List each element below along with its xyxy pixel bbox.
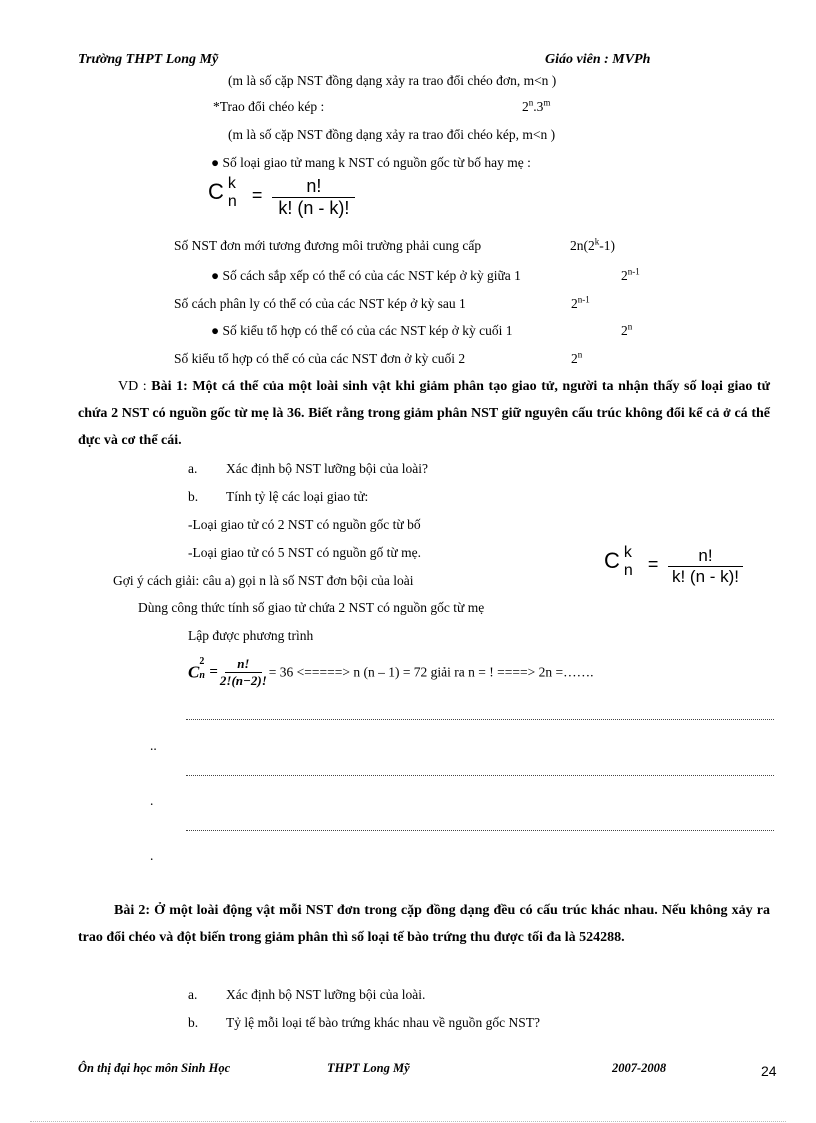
list-item: ● Số kiểu tổ hợp có thể có của các NST kép ở kỳ cuối 1: [211, 323, 513, 338]
answer-mark: .: [150, 848, 154, 863]
answer-line: [186, 719, 774, 720]
list-item: ● Số loại giao tử mang k NST có nguồn gốc từ bố hay mẹ :: [211, 155, 531, 170]
bai1-b-mark: b.: [188, 489, 199, 504]
bai2-question-a: Xác định bộ NST lưỡng bội của loài.: [226, 987, 426, 1002]
line-crossover-double-note: (m là số cặp NST đồng dạng xảy ra trao đổi chéo kép, m<n ): [228, 127, 556, 142]
anaphase-value: 2$^{n-1}$: [571, 294, 590, 311]
bullet-icon: ●: [211, 268, 220, 283]
bullet-icon: ●: [211, 323, 220, 338]
line-new-chromosomes: Số NST đơn mới tương đương môi trường phải cung cấp: [174, 238, 482, 253]
page-number: 24: [761, 1063, 777, 1079]
footer-year: 2007-2008: [612, 1061, 667, 1075]
bai1-hint1: Gợi ý cách giải: câu a) gọi n là số NST đơn bội của loài: [113, 573, 414, 588]
line-crossover-single-note: (m là số cặp NST đồng dạng xảy ra trao đổi chéo đơn, m<n ): [228, 73, 557, 88]
bai2-b-mark: b.: [188, 1015, 199, 1030]
footer-center: THPT Long Mỹ: [327, 1061, 410, 1075]
list-item: ● Số cách sắp xếp có thể có của các NST kép ở kỳ giữa 1: [211, 268, 521, 283]
telophase1-value: 2$^n$: [621, 321, 633, 338]
bai1-hint3: Lập được phương trình: [188, 628, 314, 643]
answer-mark: .: [150, 793, 154, 808]
bai1-b1: -Loại giao tử có 2 NST có nguồn gốc từ bố: [188, 517, 421, 532]
bai2-question-b: Tỷ lệ mỗi loại tế bào trứng khác nhau về nguồn gốc NST?: [226, 1015, 540, 1030]
line-double-crossover: *Trao đổi chéo kép :: [213, 99, 325, 114]
bai1-a-mark: a.: [188, 461, 198, 476]
new-chromosomes-value: 2n(2$^k$-1): [570, 236, 615, 253]
bai1-question-b: Tính tỷ lệ các loại giao tử:: [226, 489, 369, 504]
bai2-a-mark: a.: [188, 987, 198, 1002]
header-school: Trường THPT Long Mỹ: [78, 52, 219, 67]
answer-mark: ..: [150, 738, 157, 753]
line-telophase2: Số kiểu tổ hợp có thể có của các NST đơn ở kỳ cuối 2: [174, 351, 466, 366]
bai1-paragraph: VD : Bài 1: Một cá thể của một loài sinh vật khi giảm phân tạo giao tử, người ta nhận thấy số loại giao tử chứa 2 NST có nguồn gốc từ mẹ là 36. Biết rằng trong giảm phân NST giữ nguyên cấu trúc không đổi kể cả ở cá thể đực và cơ thể cái.: [78, 379, 770, 448]
metaphase-value: 2$^{n-1}$: [621, 266, 640, 283]
header-teacher: Giáo viên : MVPh: [545, 52, 651, 67]
bai1-question-a: Xác định bộ NST lưỡng bội của loài?: [226, 461, 429, 476]
combination-formula: C k n = $\frac{n!}{k! (n - k)!}$: [208, 176, 355, 219]
answer-line: [186, 775, 774, 776]
combination-formula: C k n = $\frac{n!}{k! (n - k)!}$: [604, 546, 743, 587]
bai1-hint2: Dùng công thức tính số giao tử chứa 2 NST có nguồn gốc từ mẹ: [138, 600, 485, 615]
footer-left: Ôn thị đại học môn Sinh Học: [78, 1061, 231, 1075]
equation-line: C 2 n = $\frac{n!}{2!(n-2)!}$ = 36 <=====> n (n – 1) = 72 giải ra n = ! ====> 2n =…….: [188, 655, 594, 688]
bullet-icon: ●: [211, 155, 220, 170]
bai2-paragraph: Bài 2: Ở một loài động vật mỗi NST đơn trong cặp đồng dạng đều có cấu trúc khác nhau. Nếu không xảy ra trao đổi chéo và đột biến trong giảm phân thì số loại tế bào trứng thu được tối đa là 524288.: [78, 903, 770, 945]
telophase2-value: 2$^n$: [571, 349, 583, 366]
bai1-b2: -Loại giao tử có 5 NST có nguồn gố từ mẹ.: [188, 545, 421, 560]
answer-line: [186, 830, 774, 831]
page-bottom-rule: [30, 1121, 786, 1122]
double-crossover-value: 2$^n$.3$^m$: [522, 97, 551, 114]
line-anaphase: Số cách phân ly có thể có của các NST kép ở kỳ sau 1: [174, 296, 466, 311]
